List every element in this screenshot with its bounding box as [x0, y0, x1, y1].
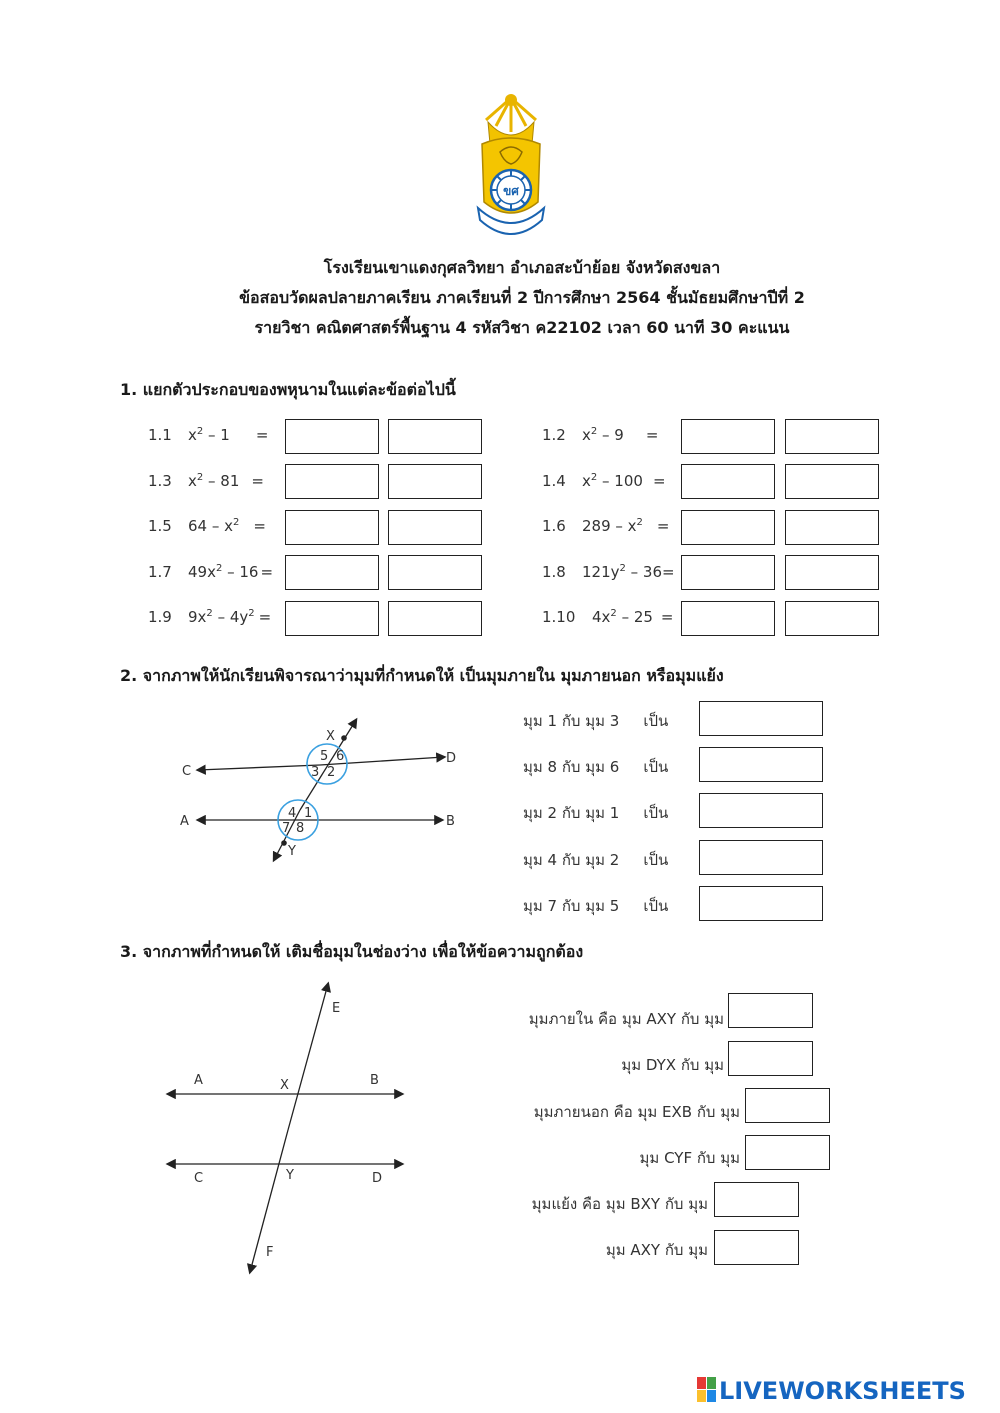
q1-item-10: 1.10 $4x^2 - 25$ =: [542, 608, 674, 626]
q2-answer-box-2[interactable]: [699, 747, 823, 782]
school-logo: [474, 92, 548, 238]
q2-row-3: มุม 2 กับ มุม 1 เป็น: [523, 804, 669, 822]
answer-box-1-10b[interactable]: [785, 601, 879, 636]
label-a: A: [194, 1073, 203, 1088]
answer-box-1-3b[interactable]: [388, 464, 482, 499]
q2-row-5: มุม 7 กับ มุม 5 เป็น: [523, 897, 669, 915]
school-name-line: โรงเรียนเขาแดงกุศลวิทยา อำเภอสะบ้าย้อย จังหวัดสงขลา: [323, 258, 721, 277]
angle-3: 3: [311, 765, 320, 780]
transversal-ef: [288, 984, 328, 1130]
q3-row-3: มุมภายนอก คือ มุม EXB กับ มุม: [533, 1103, 740, 1121]
q1-item-3: 1.3 $x^2 - 81$ =: [148, 472, 264, 490]
label-e: E: [332, 1001, 341, 1016]
logo-text: ขศ: [503, 184, 519, 198]
label-b: B: [370, 1073, 379, 1088]
angle-6: 6: [336, 749, 345, 764]
q1-title: 1. แยกตัวประกอบของพหุนามในแต่ละข้อต่อไปนี้: [120, 380, 456, 399]
point-x: [341, 735, 347, 741]
label-y: Y: [286, 1168, 294, 1183]
q1-item-4: 1.4 $x^2 - 100$ =: [542, 472, 666, 490]
answer-box-1-8b[interactable]: [785, 555, 879, 590]
answer-box-1-8a[interactable]: [681, 555, 775, 590]
answer-box-1-2b[interactable]: [785, 419, 879, 454]
q1-item-1: 1.1 $x^2 - 1$ =: [148, 426, 269, 444]
q2-answer-box-5[interactable]: [699, 886, 823, 921]
q3-answer-box-5[interactable]: [714, 1182, 799, 1217]
angle-8: 8: [296, 821, 305, 836]
q3-row-2: มุม DYX กับ มุม: [621, 1056, 724, 1074]
point-y: [281, 840, 287, 846]
label-y: Y: [288, 844, 296, 859]
label-f: F: [266, 1245, 274, 1260]
q3-figure: [160, 980, 420, 1280]
angle-4: 4: [288, 806, 297, 821]
answer-box-1-4a[interactable]: [681, 464, 775, 499]
label-d: D: [372, 1171, 383, 1186]
q2-answer-box-1[interactable]: [699, 701, 823, 736]
answer-box-1-1b[interactable]: [388, 419, 482, 454]
q3-answer-box-1[interactable]: [728, 993, 813, 1028]
answer-box-1-7a[interactable]: [285, 555, 379, 590]
liveworksheets-logo: [697, 1377, 966, 1405]
q2-answer-box-3[interactable]: [699, 793, 823, 828]
angle-2: 2: [327, 765, 336, 780]
answer-box-1-3a[interactable]: [285, 464, 379, 499]
angle-5: 5: [320, 749, 329, 764]
q2-figure: [170, 710, 470, 870]
q3-answer-box-4[interactable]: [745, 1135, 830, 1170]
q2-row-2: มุม 8 กับ มุม 6 เป็น: [523, 758, 669, 776]
q3-answer-box-3[interactable]: [745, 1088, 830, 1123]
angle-7: 7: [282, 821, 291, 836]
q3-row-4: มุม CYF กับ มุม: [639, 1149, 740, 1167]
q1-item-7: 1.7 $49x^2 - 16$ =: [148, 563, 274, 581]
answer-box-1-10a[interactable]: [681, 601, 775, 636]
q1-item-6: 1.6 $289 - x^2$ =: [542, 517, 670, 535]
q2-title: 2. จากภาพให้นักเรียนพิจารณาว่ามุมที่กำหนดให้ เป็นมุมภายใน มุมภายนอก หรือมุมแย้ง: [120, 666, 724, 685]
q2-answer-box-4[interactable]: [699, 840, 823, 875]
answer-box-1-2a[interactable]: [681, 419, 775, 454]
q1-item-2: 1.2 $x^2 - 9$ =: [542, 426, 659, 444]
q1-item-9: 1.9 $9x^2 - 4y^2$ =: [148, 608, 272, 626]
answer-box-1-4b[interactable]: [785, 464, 879, 499]
label-c: C: [194, 1171, 204, 1186]
answer-box-1-6b[interactable]: [785, 510, 879, 545]
label-a: A: [180, 814, 189, 829]
answer-box-1-9b[interactable]: [388, 601, 482, 636]
liveworksheets-icon: [697, 1377, 717, 1403]
q3-row-6: มุม AXY กับ มุม: [605, 1241, 708, 1259]
q1-item-8: 1.8 $121y^2 - 36=$: [542, 563, 675, 581]
label-x: X: [280, 1078, 289, 1093]
answer-box-1-6a[interactable]: [681, 510, 775, 545]
q2-row-4: มุม 4 กับ มุม 2 เป็น: [523, 851, 669, 869]
answer-box-1-1a[interactable]: [285, 419, 379, 454]
q3-title: 3. จากภาพที่กำหนดให้ เติมชื่อมุมในช่องว่าง เพื่อให้ข้อความถูกต้อง: [120, 942, 584, 961]
label-x: X: [326, 729, 335, 744]
q1-item-5: 1.5 $64 - x^2$ =: [148, 517, 266, 535]
subject-line: รายวิชา คณิตศาสตร์พื้นฐาน 4 รหัสวิชา ค22102 เวลา 60 นาที 30 คะแนน: [254, 318, 790, 337]
q2-row-1: มุม 1 กับ มุม 3 เป็น: [523, 712, 669, 730]
line-cd: [198, 765, 320, 770]
q3-row-1: มุมภายใน คือ มุม AXY กับ มุม: [528, 1010, 724, 1028]
liveworksheets-brand: LIVEWORKSHEETS: [719, 1377, 966, 1405]
answer-box-1-5a[interactable]: [285, 510, 379, 545]
label-c: C: [182, 764, 192, 779]
q3-row-5: มุมแย้ง คือ มุม BXY กับ มุม: [531, 1195, 708, 1213]
label-b: B: [446, 814, 455, 829]
answer-box-1-5b[interactable]: [388, 510, 482, 545]
q3-answer-box-2[interactable]: [728, 1041, 813, 1076]
answer-box-1-9a[interactable]: [285, 601, 379, 636]
exam-title-line: ข้อสอบวัดผลปลายภาคเรียน ภาคเรียนที่ 2 ปีการศึกษา 2564 ชั้นมัธยมศึกษาปีที่ 2: [239, 288, 805, 307]
label-d: D: [446, 751, 457, 766]
q3-answer-box-6[interactable]: [714, 1230, 799, 1265]
angle-1: 1: [304, 806, 313, 821]
answer-box-1-7b[interactable]: [388, 555, 482, 590]
